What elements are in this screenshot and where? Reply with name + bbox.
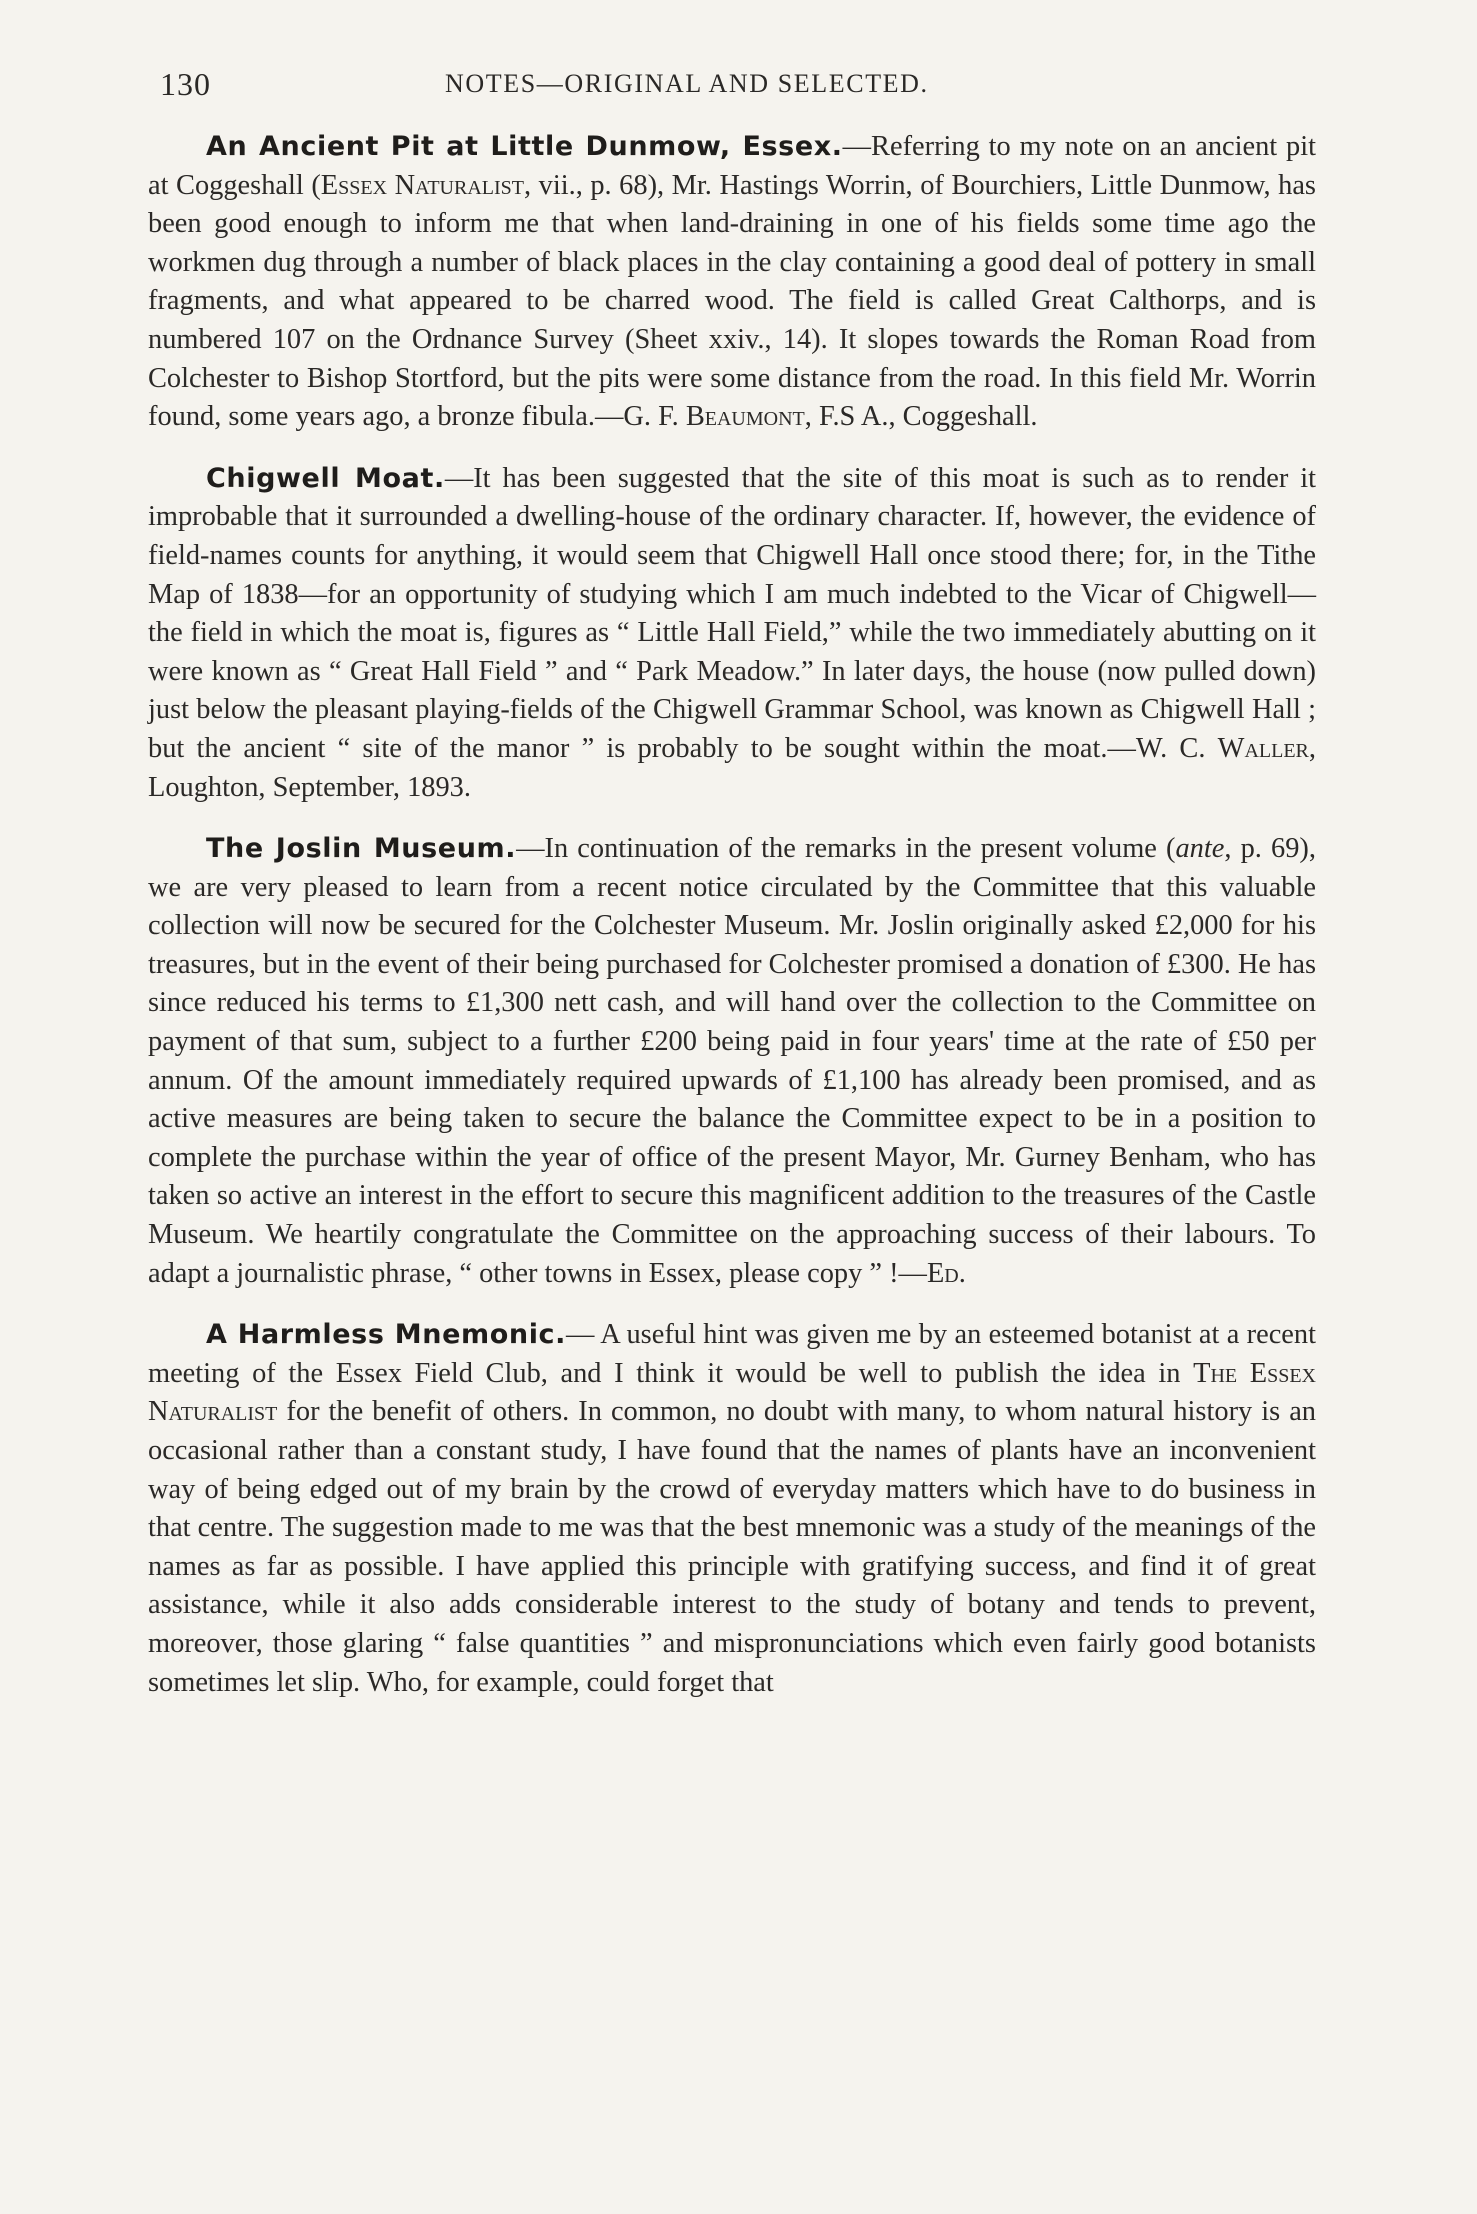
running-head bbox=[150, 66, 1310, 106]
editor-signature: Ed. bbox=[926, 1257, 966, 1289]
journal-title: The Essex Naturalist bbox=[148, 1357, 1316, 1428]
page-number: 130 bbox=[160, 66, 211, 102]
author-surname: Beaumont bbox=[685, 401, 805, 433]
note-ancient-pit bbox=[148, 128, 1316, 437]
note-heading: A Harmless Mnemonic. bbox=[206, 1319, 567, 1351]
journal-title: Essex Naturalist bbox=[320, 169, 524, 201]
note-heading: An Ancient Pit at Little Dunmow, Essex. bbox=[206, 131, 843, 162]
author-surname: Waller bbox=[1217, 732, 1309, 764]
note-joslin-museum bbox=[148, 830, 1316, 1293]
note-heading: The Joslin Museum. bbox=[206, 833, 517, 865]
note-text: —Referring to my note on an ancient pit at Coggeshall ( bbox=[148, 131, 1316, 201]
note-harmless-mnemonic bbox=[148, 1316, 1316, 1702]
note-text: , p. 69), we are very pleased to learn from a recent notice circulated by the Committee that this valuable collection will now be secured for the Colchester Museum. Mr. Joslin originally asked £2,000 for his treasures, but in the event of their being purchased for Colchester promised a donation of £300. He has since reduced his terms to £1,300 nett cash, and will hand over the collection to the Committee on payment of that sum, subject to a further £200 being paid in four years' time at the rate of £50 per annum. Of the amount immediately required upwards of £1,100 has already been promised, and as active measures are being taken to secure the balance the Committee expect to be in a position to complete the purchase within the year of office of the present Mayor, Mr. Gurney Benham, who has taken so active an interest in the effort to secure this magnificent addition to the treasures of the Castle Museum. We heartily congratulate the Committee on the approaching success of their labours. To adapt a journalistic phrase, “ other towns in Essex, please copy ” !— bbox=[148, 833, 1316, 1289]
note-chigwell-moat bbox=[148, 460, 1316, 807]
note-text: —It has been suggested that the site of this moat is such as to render it improbable that it surrounded a dwelling-house of the ordinary character. If, however, the evidence of field-names counts for anything, it would seem that Chigwell Hall once stood there; for, in the Tithe Map of 1838—for an opportunity of studying which I am much indebted to the Vicar of Chigwell—the field in which the moat is, figures as “ Little Hall Field,” while the two immediately abutting on it were known as “ Great Hall Field ” and “ Park Meadow.” In later days, the house (now pulled down) just below the pleasant playing-fields of the Chigwell Grammar School, was known as Chigwell Hall ; but the ancient “ site of the manor ” is probably to be sought within the moat.—W. C. bbox=[148, 462, 1317, 764]
note-text: —In continuation of the remarks in the present volume ( bbox=[516, 833, 1176, 865]
note-signature: , Loughton, September, 1893. bbox=[148, 732, 1316, 803]
note-heading: Chigwell Moat. bbox=[206, 462, 445, 494]
page-body bbox=[148, 128, 1316, 1725]
note-text: — A useful hint was given me by an esteemed botanist at a recent meeting of the Essex Field Club, and I think it would be well to publish the idea in bbox=[148, 1319, 1316, 1389]
note-signature: , F.S A., Coggeshall. bbox=[804, 401, 1038, 433]
note-text: , vii., p. 68), Mr. Hastings Worrin, of Bourchiers, Little Dunmow, has been good enough to inform me that when land-draining in one of his fields some time ago the workmen dug through a number of black places in the clay containing a good deal of pottery in small fragments, and what appeared to be charred wood. The field is called Great Calthorps, and is numbered 107 on the Ordnance Survey (Sheet xxiv., 14). It slopes towards the Roman Road from Colchester to Bishop Stortford, but the pits were some distance from the road. In this field Mr. Worrin found, some years ago, a bronze fibula.—G. F. bbox=[148, 169, 1316, 433]
note-text: for the benefit of others. In common, no doubt with many, to whom natural history is an occasional rather than a constant study, I have found that the names of plants have an inconvenient way of being edged out of my brain by the crowd of everyday matters which have to do business in that centre. The suggestion made to me was that the best mnemonic was a study of the meanings of the names as far as possible. I have applied this principle with gratifying success, and find it of great assistance, while it also adds considerable interest to the study of botany and tends to prevent, moreover, those glaring “ false quantities ” and mispronunciations which even fairly good botanists sometimes let slip. Who, for example, could forget that bbox=[148, 1396, 1316, 1698]
italic-ante: ante bbox=[1175, 833, 1225, 865]
running-head-title: NOTES—ORIGINAL AND SELECTED. bbox=[445, 69, 929, 98]
